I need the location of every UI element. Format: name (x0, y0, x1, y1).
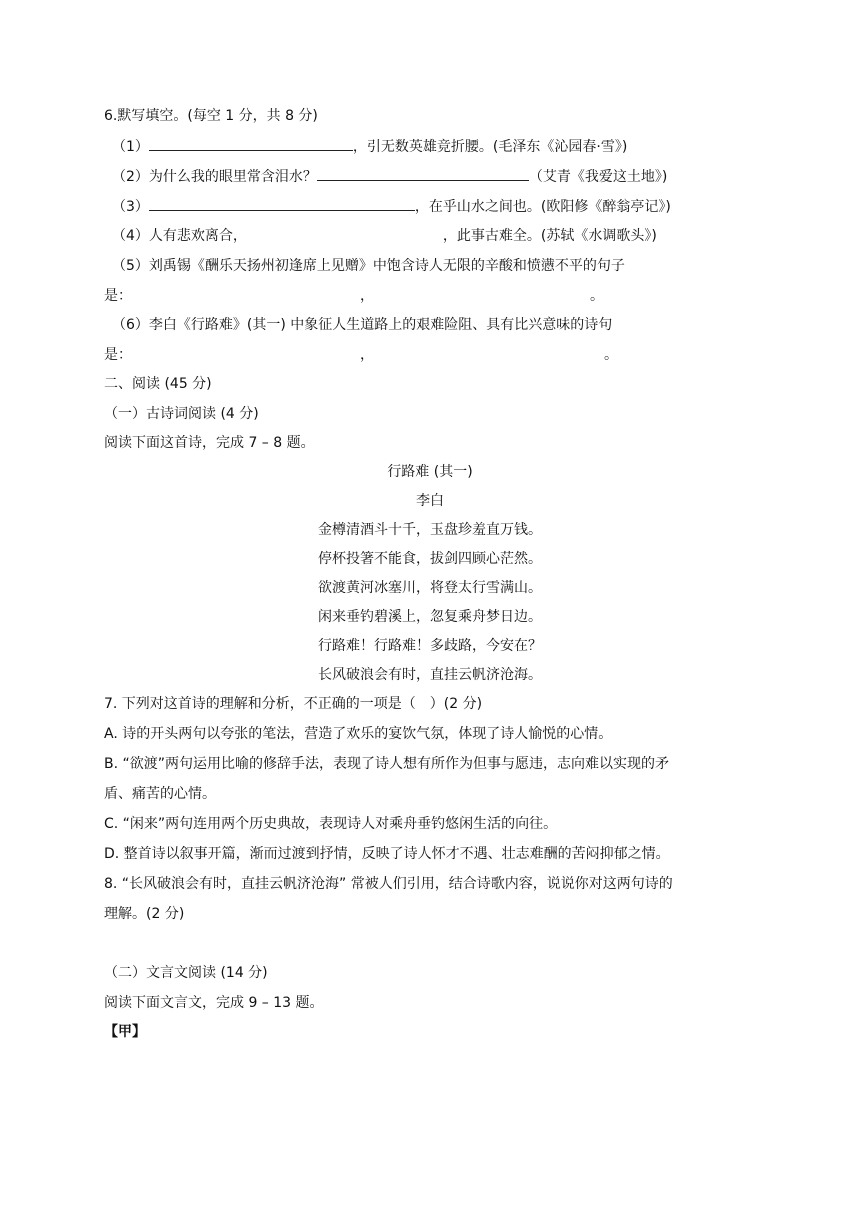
question-6-item-4 (112, 226, 657, 246)
instruction-classical: 阅读下面文言文，完成 9 – 13 题。 (104, 995, 324, 1011)
item-text-after: （艾青《我爱这土地》) (528, 169, 668, 185)
question-7-option-c: C. “闲来”两句连用两个历史典故，表现诗人对乘舟垂钓悠闲生活的向往。 (104, 816, 558, 832)
answer-lead: 是： (104, 288, 132, 304)
item-text-before: 为什么我的眼里常含泪水？ (148, 169, 317, 185)
item-number: （3） (112, 199, 149, 215)
question-7-option-a: A. 诗的开头两句以夸张的笔法，营造了欢乐的宴饮气氛，体现了诗人愉悦的心情。 (104, 726, 613, 742)
section-heading-reading: 二、阅读 (45 分) (104, 376, 212, 392)
question-7-stem: 7. 下列对这首诗的理解和分析，不正确的一项是（ ）(2 分) (104, 696, 483, 712)
item-text-after: ，此事古难全。(苏轼《水调歌头》) (442, 228, 657, 244)
poem-line: 金樽清酒斗十千，玉盘珍羞直万钱。 (318, 522, 542, 538)
question-8-line-1: 8. “长风破浪会有时，直挂云帆济沧海” 常被人们引用，结合诗歌内容，说说你对这两句诗的 (104, 876, 673, 892)
item-text-before: 人有悲欢离合， (148, 228, 247, 244)
poem-line: 停杯投箸不能食，拔剑四顾心茫然。 (318, 551, 542, 567)
question-6-item-5 (112, 256, 625, 276)
question-7-option-b: B. “欲渡”两句运用比喻的修辞手法，表现了诗人想有所作为但事与愿违，志向难以实现的矛 (104, 756, 670, 772)
item-text-after: ，引无数英雄竞折腰。(毛泽东《沁园春·雪》) (352, 139, 628, 155)
poem-author: 李白 (416, 493, 444, 509)
item-number: （2） (112, 169, 149, 185)
poem-line: 闲来垂钓碧溪上，忽复乘舟梦日边。 (318, 609, 542, 625)
question-6-item-6 (112, 315, 612, 335)
answer-comma: ， (360, 347, 374, 363)
subsection-heading-classical: （二）文言文阅读 (14 分) (104, 965, 268, 981)
question-7-option-b-cont: 盾、痛苦的心情。 (104, 786, 216, 802)
passage-jia-label: 【甲】 (104, 1024, 146, 1040)
poem-title: 行路难 (其一) (387, 464, 473, 480)
question-6-item-6-answer (104, 345, 618, 365)
question-6-title: 6.默写填空。(每空 1 分，共 8 分) (104, 108, 318, 124)
answer-blank[interactable] (317, 166, 529, 181)
question-8-line-2: 理解。(2 分) (104, 906, 185, 922)
poem-line: 长风破浪会有时，直挂云帆济沧海。 (318, 667, 542, 683)
answer-comma: ， (360, 288, 374, 304)
question-7-option-d: D. 整首诗以叙事开篇，渐而过渡到抒情，反映了诗人怀才不遇、壮志难酬的苦闷抑郁之情。 (104, 846, 670, 862)
answer-blank[interactable] (149, 196, 415, 211)
question-6-item-5-answer (104, 286, 604, 306)
answer-period: 。 (590, 288, 604, 304)
subsection-heading-poetry: （一）古诗词阅读 (4 分) (104, 406, 259, 422)
item-number: （1） (112, 139, 149, 155)
item-text: 李白《行路难》(其一) 中象征人生道路上的艰难险阻、具有比兴意味的诗句 (148, 317, 613, 333)
question-6-item-1 (112, 136, 627, 157)
question-6-item-3 (112, 196, 671, 217)
answer-lead: 是： (104, 347, 132, 363)
item-number: （6） (112, 317, 149, 333)
question-6-item-2 (112, 166, 667, 187)
item-number: （5） (112, 258, 149, 274)
poem-line: 欲渡黄河冰塞川，将登太行雪满山。 (318, 580, 542, 596)
answer-period: 。 (604, 347, 618, 363)
poem-line: 行路难！行路难！多歧路，今安在？ (318, 638, 542, 654)
instruction-poetry: 阅读下面这首诗，完成 7 – 8 题。 (104, 435, 315, 451)
answer-blank[interactable] (149, 136, 353, 151)
item-text: 刘禹锡《酬乐天扬州初逢席上见赠》中饱含诗人无限的辛酸和愤懑不平的句子 (148, 258, 625, 274)
item-text-after: ，在乎山水之间也。(欧阳修《醉翁亭记》) (414, 199, 671, 215)
item-number: （4） (112, 228, 149, 244)
